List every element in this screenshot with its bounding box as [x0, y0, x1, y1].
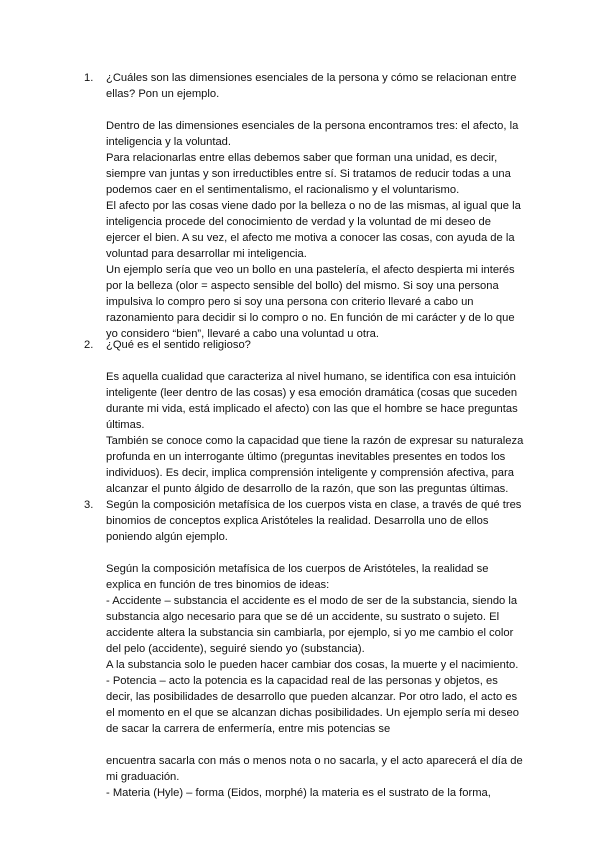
answer-paragraph: encuentra sacarla con más o menos nota o no sacarla, y el acto aparecerá el día de mi graduación. [106, 755, 523, 783]
question-text: Según la composición metafísica de los cuerpos vista en clase, a través de qué tres binomios de conceptos explica Aristóteles la realidad. Desarrolla uno de ellos poniendo algún ejemplo. [106, 499, 522, 543]
question-3 [84, 497, 524, 801]
question-2 [84, 337, 524, 497]
question-text: ¿Qué es el sentido religioso? [106, 339, 251, 351]
answer-paragraph: Para relacionarlas entre ellas debemos saber que forman una unidad, es decir, siempre van juntas y son irreductibles entre sí. Si tratamos de reducir todas a una podemos caer en el sentimentalismo, el racionalismo y el voluntarismo. [106, 152, 511, 196]
answer-paragraph: Es aquella cualidad que caracteriza al nivel humano, se identifica con esa intuición inteligente (leer dentro de las cosas) y esa emoción dramática (cosas que suceden durante mi vida, está implicado el afecto) con las que el hombre se hace preguntas últimas. [106, 371, 518, 431]
question-number: 1. [84, 72, 94, 84]
answer-paragraph: - Accidente – substancia el accidente es el modo de ser de la substancia, siendo la substancia algo necesario para que se dé un accidente, su sustrato o sujeto. El accidente altera la substancia sin cambiarla, por ejemplo, si yo me cambio el color del pelo (accidente), seguiré siendo yo (substancia). [106, 595, 518, 655]
answer-block [106, 561, 524, 801]
question-number: 2. [84, 339, 94, 351]
paragraph-gap [106, 737, 524, 753]
answer-paragraph: A la substancia solo le pueden hacer cambiar dos cosas, la muerte y el nacimiento. [106, 659, 519, 671]
answer-paragraph: - Materia (Hyle) – forma (Eidos, morphé) la materia es el sustrato de la forma, [106, 787, 491, 799]
answer-paragraph: - Potencia – acto la potencia es la capacidad real de las personas y objetos, es decir, las posibilidades de desarrollo que pueden alcanzar. Por otro lado, el acto es el momento en el que se alcanzan dichas posibilidades. Un ejemplo sería mi deseo de sacar la carrera de enfermería, entre mis potencias se [106, 675, 519, 735]
question-number: 3. [84, 499, 94, 511]
answer-paragraph: El afecto por las cosas viene dado por la belleza o no de las mismas, al igual que la inteligencia procede del conocimiento de verdad y la voluntad de mi deseo de ejercer el bien. A su vez, el afecto me motiva a conocer las cosas, con ayuda de la voluntad para desarrollar mi inteligencia. [106, 200, 521, 260]
answer-paragraph: Según la composición metafísica de los cuerpos de Aristóteles, la realidad se explica en función de tres binomios de ideas: [106, 563, 489, 591]
question-text: ¿Cuáles son las dimensiones esenciales de la persona y cómo se relacionan entre ellas? Pon un ejemplo. [106, 72, 517, 100]
answer-block [106, 118, 524, 342]
answer-paragraph: Dentro de las dimensiones esenciales de la persona encontramos tres: el afecto, la inteligencia y la voluntad. [106, 120, 519, 148]
answer-block [106, 369, 524, 497]
question-1 [84, 70, 524, 342]
answer-paragraph: También se conoce como la capacidad que tiene la razón de expresar su naturaleza profunda en un interrogante último (preguntas inevitables presentes en todos los individuos). Es decir, implica comprensión inteligente y comprensión afectiva, para alcanzar el punto álgido de desarrollo de la razón, que son las preguntas últimas. [106, 435, 524, 495]
answer-paragraph: Un ejemplo sería que veo un bollo en una pastelería, el afecto despierta mi interés por la belleza (olor = aspecto sensible del bollo) del mismo. Si soy una persona impulsiva lo compro pero si soy una persona con criterio llevaré a cabo un razonamiento para decidir si lo compro o no. En función de mi carácter y de lo que yo considero “bien”, llevaré a cabo una voluntad u otra. [106, 264, 515, 340]
